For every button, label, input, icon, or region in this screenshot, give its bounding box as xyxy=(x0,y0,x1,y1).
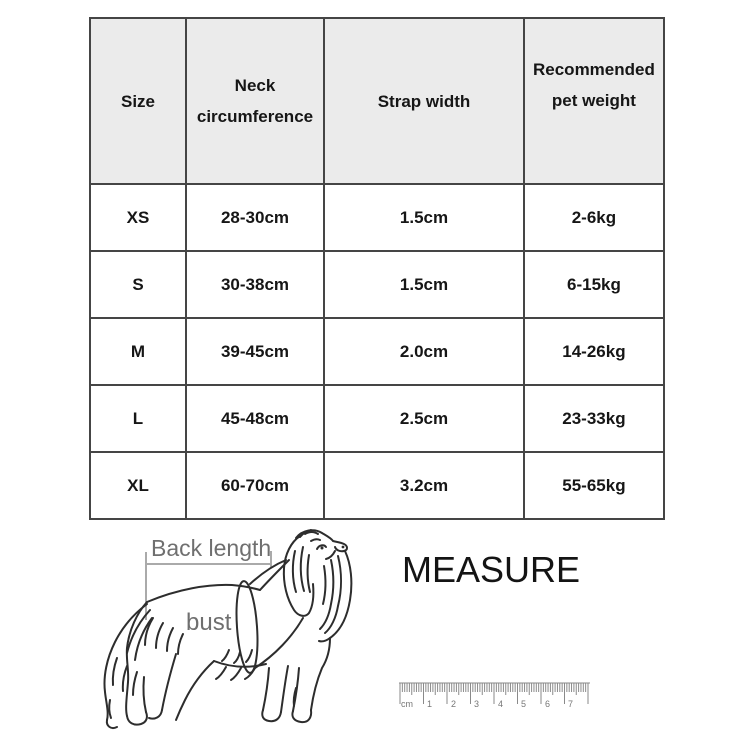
dog-back-line xyxy=(147,585,260,602)
cell-size: M xyxy=(90,318,186,385)
cell-pet-weight: 23-33kg xyxy=(524,385,664,452)
ruler xyxy=(399,683,590,709)
dog-front-leg xyxy=(281,666,288,712)
ruler-number: 2 xyxy=(451,699,457,709)
cell-strap-width: 2.5cm xyxy=(324,385,524,452)
cell-pet-weight: 2-6kg xyxy=(524,184,664,251)
ruler-unit-label: cm xyxy=(401,699,413,709)
ruler-number: 7 xyxy=(568,699,574,709)
bust-label: bust xyxy=(186,609,232,636)
cell-neck-circumference: 28-30cm xyxy=(186,184,324,251)
cell-size: XS xyxy=(90,184,186,251)
harness-strap xyxy=(255,618,303,668)
cell-size: XL xyxy=(90,452,186,519)
dog-front-leg xyxy=(311,638,330,710)
cell-size: L xyxy=(90,385,186,452)
cell-strap-width: 2.0cm xyxy=(324,318,524,385)
column-header-size: Size xyxy=(90,18,186,184)
cell-neck-circumference: 39-45cm xyxy=(186,318,324,385)
cell-neck-circumference: 60-70cm xyxy=(186,452,324,519)
ruler-number: 4 xyxy=(498,699,504,709)
cell-neck-circumference: 30-38cm xyxy=(186,251,324,318)
dog-ear xyxy=(284,536,314,616)
measure-title: MEASURE xyxy=(402,549,581,590)
column-header-strap-width: Strap width xyxy=(324,18,524,184)
cell-size: S xyxy=(90,251,186,318)
ruler-number: 3 xyxy=(474,699,480,709)
dog-nose xyxy=(333,541,347,551)
dog-chin xyxy=(326,551,335,559)
cell-pet-weight: 14-26kg xyxy=(524,318,664,385)
dog-sketch xyxy=(104,530,351,728)
ruler-number: 6 xyxy=(545,699,551,709)
column-header-neck-circumference: Neck circumference xyxy=(186,18,324,184)
cell-neck-circumference: 45-48cm xyxy=(186,385,324,452)
cell-pet-weight: 55-65kg xyxy=(524,452,664,519)
ruler-number: 1 xyxy=(427,699,433,709)
cell-strap-width: 3.2cm xyxy=(324,452,524,519)
back-length-label: Back length xyxy=(151,535,272,561)
dog-hind-leg xyxy=(162,654,176,710)
cell-strap-width: 1.5cm xyxy=(324,251,524,318)
cell-pet-weight: 6-15kg xyxy=(524,251,664,318)
column-header-pet-weight: Recommended pet weight xyxy=(524,18,664,184)
ruler-number: 5 xyxy=(521,699,527,709)
cell-strap-width: 1.5cm xyxy=(324,184,524,251)
